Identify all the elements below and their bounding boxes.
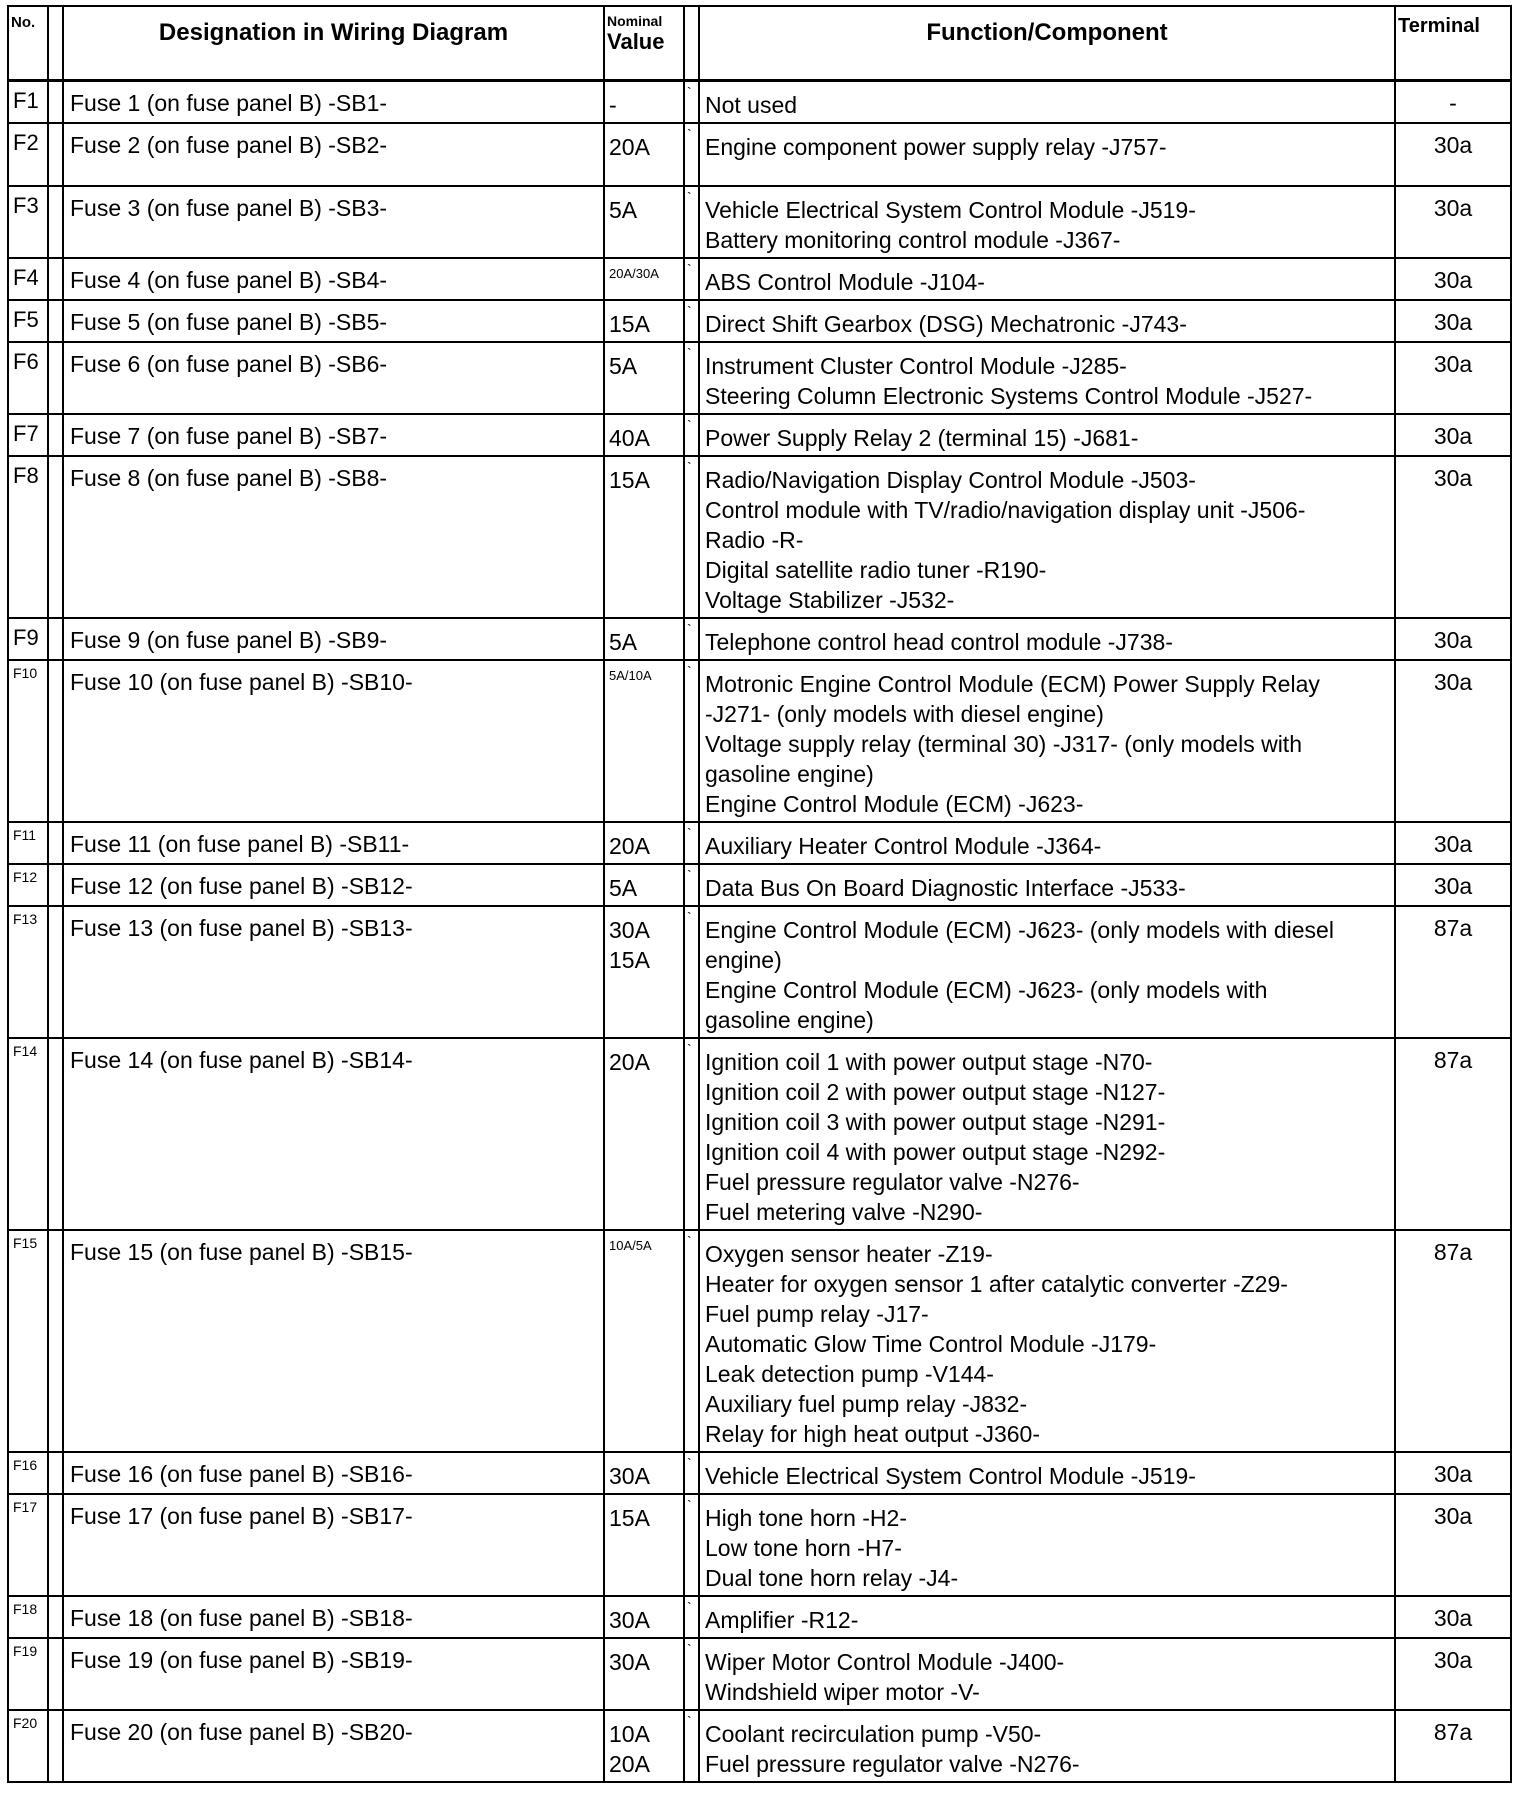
header-function: Function/Component xyxy=(699,6,1395,80)
header-tick-spacer xyxy=(684,6,699,80)
function-line: Oxygen sensor heater -Z19- xyxy=(705,1240,993,1267)
header-nominal xyxy=(604,6,684,80)
fuse-designation: Fuse 4 (on fuse panel B) -SB4- xyxy=(63,258,604,300)
spacer-cell xyxy=(48,186,63,258)
function-line: Instrument Cluster Control Module -J285- xyxy=(705,352,1127,379)
tick-mark: ` xyxy=(684,1596,699,1638)
nominal-value xyxy=(604,660,684,822)
terminal-value: 30a xyxy=(1395,1494,1511,1596)
function-line: Radio/Navigation Display Control Module -J503- xyxy=(705,466,1196,493)
nominal-value-line: 5A/10A xyxy=(609,667,652,683)
spacer-cell xyxy=(48,822,63,864)
tick-mark: ` xyxy=(684,186,699,258)
function-component xyxy=(699,300,1395,342)
function-line: gasoline engine) xyxy=(705,1006,874,1033)
nominal-value xyxy=(604,258,684,300)
table-row xyxy=(8,1230,1511,1452)
spacer-cell xyxy=(48,80,63,123)
terminal-value: 87a xyxy=(1395,1038,1511,1230)
function-component xyxy=(699,1710,1395,1782)
table-row xyxy=(8,660,1511,822)
function-line: Not used xyxy=(705,91,798,118)
tick-mark: ` xyxy=(684,123,699,186)
nominal-value xyxy=(604,123,684,186)
table-row xyxy=(8,80,1511,123)
header-row xyxy=(8,6,1511,80)
nominal-value xyxy=(604,414,684,456)
function-line: Windshield wiper motor -V- xyxy=(705,1678,980,1705)
fuse-designation: Fuse 3 (on fuse panel B) -SB3- xyxy=(63,186,604,258)
function-line: Relay for high heat output -J360- xyxy=(705,1420,1040,1447)
tick-mark: ` xyxy=(684,660,699,822)
tick-mark: ` xyxy=(684,80,699,123)
tick-mark: ` xyxy=(684,414,699,456)
nominal-value-line: 20A xyxy=(609,1048,650,1075)
terminal-value: 30a xyxy=(1395,456,1511,618)
fuse-designation: Fuse 9 (on fuse panel B) -SB9- xyxy=(63,618,604,660)
fuse-designation: Fuse 7 (on fuse panel B) -SB7- xyxy=(63,414,604,456)
fuse-number: F14 xyxy=(8,1038,48,1230)
table-row xyxy=(8,1638,1511,1710)
table-body xyxy=(8,80,1511,1782)
terminal-value: - xyxy=(1395,80,1511,123)
fuse-designation: Fuse 6 (on fuse panel B) -SB6- xyxy=(63,342,604,414)
function-line: Auxiliary Heater Control Module -J364- xyxy=(705,832,1102,859)
fuse-number: F20 xyxy=(8,1710,48,1782)
terminal-value: 30a xyxy=(1395,618,1511,660)
function-line: Engine component power supply relay -J757- xyxy=(705,133,1167,160)
nominal-value-line: 5A xyxy=(609,628,638,655)
tick-mark: ` xyxy=(684,1230,699,1452)
function-line: gasoline engine) xyxy=(705,760,874,787)
tick-mark: ` xyxy=(684,1494,699,1596)
fuse-designation: Fuse 15 (on fuse panel B) -SB15- xyxy=(63,1230,604,1452)
fuse-table xyxy=(7,5,1512,1783)
nominal-value-line: 30A xyxy=(609,1648,650,1675)
function-component xyxy=(699,822,1395,864)
spacer-cell xyxy=(48,660,63,822)
nominal-value xyxy=(604,186,684,258)
fuse-designation: Fuse 16 (on fuse panel B) -SB16- xyxy=(63,1452,604,1494)
function-line: -J271- (only models with diesel engine) xyxy=(705,700,1104,727)
tick-mark: ` xyxy=(684,300,699,342)
table-row xyxy=(8,1452,1511,1494)
function-line: Low tone horn -H7- xyxy=(705,1534,902,1561)
table-row xyxy=(8,186,1511,258)
table-row xyxy=(8,822,1511,864)
function-line: Voltage supply relay (terminal 30) -J317- (only models with xyxy=(705,730,1302,757)
function-line: Ignition coil 3 with power output stage -N291- xyxy=(705,1108,1166,1135)
nominal-value xyxy=(604,80,684,123)
function-line: Engine Control Module (ECM) -J623- (only models with xyxy=(705,976,1268,1003)
function-component xyxy=(699,618,1395,660)
spacer-cell xyxy=(48,1638,63,1710)
tick-mark: ` xyxy=(684,1038,699,1230)
spacer-cell xyxy=(48,864,63,906)
spacer-cell xyxy=(48,1038,63,1230)
header-designation: Designation in Wiring Diagram xyxy=(63,6,604,80)
tick-mark: ` xyxy=(684,342,699,414)
function-line: Auxiliary fuel pump relay -J832- xyxy=(705,1390,1028,1417)
terminal-value: 30a xyxy=(1395,414,1511,456)
function-component xyxy=(699,1038,1395,1230)
spacer-cell xyxy=(48,1596,63,1638)
spacer-cell xyxy=(48,1710,63,1782)
spacer-cell xyxy=(48,342,63,414)
function-line: Radio -R- xyxy=(705,526,804,553)
table-row xyxy=(8,123,1511,186)
nominal-value-line: 40A xyxy=(609,424,650,451)
spacer-cell xyxy=(48,300,63,342)
table-row xyxy=(8,258,1511,300)
function-line: engine) xyxy=(705,946,782,973)
fuse-number: F15 xyxy=(8,1230,48,1452)
function-line: Control module with TV/radio/navigation display unit -J506- xyxy=(705,496,1306,523)
function-component xyxy=(699,414,1395,456)
fuse-number: F7 xyxy=(8,414,48,456)
terminal-value: 30a xyxy=(1395,1452,1511,1494)
function-line: Heater for oxygen sensor 1 after catalytic converter -Z29- xyxy=(705,1270,1288,1297)
nominal-value-line: 20A xyxy=(609,832,650,859)
table-row xyxy=(8,456,1511,618)
nominal-value xyxy=(604,300,684,342)
function-component xyxy=(699,906,1395,1038)
fuse-designation: Fuse 10 (on fuse panel B) -SB10- xyxy=(63,660,604,822)
function-component xyxy=(699,864,1395,906)
function-line: Amplifier -R12- xyxy=(705,1606,859,1633)
terminal-value: 30a xyxy=(1395,1638,1511,1710)
fuse-number: F16 xyxy=(8,1452,48,1494)
function-line: Vehicle Electrical System Control Module -J519- xyxy=(705,1462,1196,1489)
function-line: ABS Control Module -J104- xyxy=(705,268,985,295)
nominal-value-line: 15A xyxy=(609,466,650,493)
tick-mark: ` xyxy=(684,906,699,1038)
terminal-value: 30a xyxy=(1395,864,1511,906)
function-line: Dual tone horn relay -J4- xyxy=(705,1564,959,1591)
fuse-designation: Fuse 18 (on fuse panel B) -SB18- xyxy=(63,1596,604,1638)
nominal-value-line: 15A xyxy=(609,946,650,973)
fuse-number: F12 xyxy=(8,864,48,906)
nominal-value xyxy=(604,456,684,618)
nominal-value-line: 15A xyxy=(609,1504,650,1531)
function-line: Power Supply Relay 2 (terminal 15) -J681- xyxy=(705,424,1139,451)
table-row xyxy=(8,864,1511,906)
function-line: Coolant recirculation pump -V50- xyxy=(705,1720,1042,1747)
function-line: Data Bus On Board Diagnostic Interface -J533- xyxy=(705,874,1186,901)
header-spacer xyxy=(48,6,63,80)
function-line: Fuel pressure regulator valve -N276- xyxy=(705,1168,1080,1195)
fuse-designation: Fuse 2 (on fuse panel B) -SB2- xyxy=(63,123,604,186)
table-row xyxy=(8,1596,1511,1638)
table-row xyxy=(8,300,1511,342)
terminal-value: 87a xyxy=(1395,1710,1511,1782)
spacer-cell xyxy=(48,123,63,186)
nominal-value-line: 15A xyxy=(609,310,650,337)
nominal-value xyxy=(604,618,684,660)
nominal-value xyxy=(604,1038,684,1230)
tick-mark: ` xyxy=(684,456,699,618)
table-row xyxy=(8,414,1511,456)
function-component xyxy=(699,1494,1395,1596)
fuse-number: F10 xyxy=(8,660,48,822)
spacer-cell xyxy=(48,414,63,456)
terminal-value: 30a xyxy=(1395,123,1511,186)
nominal-value xyxy=(604,1638,684,1710)
tick-mark: ` xyxy=(684,1452,699,1494)
function-line: Ignition coil 4 with power output stage -N292- xyxy=(705,1138,1166,1165)
fuse-designation: Fuse 1 (on fuse panel B) -SB1- xyxy=(63,80,604,123)
function-line: Fuel pressure regulator valve -N276- xyxy=(705,1750,1080,1777)
fuse-number: F11 xyxy=(8,822,48,864)
nominal-value-line: 30A xyxy=(609,1462,650,1489)
nominal-value-line: 20A xyxy=(609,1750,650,1777)
function-line: Telephone control head control module -J738- xyxy=(705,628,1173,655)
function-line: Voltage Stabilizer -J532- xyxy=(705,586,955,613)
header-nominal-bottom: Value xyxy=(607,29,665,54)
terminal-value: 30a xyxy=(1395,1596,1511,1638)
function-component xyxy=(699,1596,1395,1638)
nominal-value xyxy=(604,1230,684,1452)
nominal-value xyxy=(604,1452,684,1494)
nominal-value-line: - xyxy=(609,91,617,118)
fuse-number: F5 xyxy=(8,300,48,342)
fuse-designation: Fuse 14 (on fuse panel B) -SB14- xyxy=(63,1038,604,1230)
terminal-value: 30a xyxy=(1395,186,1511,258)
function-component xyxy=(699,258,1395,300)
nominal-value xyxy=(604,342,684,414)
spacer-cell xyxy=(48,906,63,1038)
spacer-cell xyxy=(48,1230,63,1452)
function-line: Wiper Motor Control Module -J400- xyxy=(705,1648,1065,1675)
spacer-cell xyxy=(48,1494,63,1596)
fuse-number: F9 xyxy=(8,618,48,660)
function-line: Automatic Glow Time Control Module -J179- xyxy=(705,1330,1157,1357)
nominal-value-line: 30A xyxy=(609,916,650,943)
tick-mark: ` xyxy=(684,822,699,864)
function-line: Fuel pump relay -J17- xyxy=(705,1300,929,1327)
function-component xyxy=(699,1230,1395,1452)
terminal-value: 30a xyxy=(1395,258,1511,300)
function-line: Direct Shift Gearbox (DSG) Mechatronic -J743- xyxy=(705,310,1187,337)
fuse-number: F3 xyxy=(8,186,48,258)
tick-mark: ` xyxy=(684,1710,699,1782)
table-row xyxy=(8,342,1511,414)
fuse-designation: Fuse 8 (on fuse panel B) -SB8- xyxy=(63,456,604,618)
function-line: Engine Control Module (ECM) -J623- xyxy=(705,790,1084,817)
header-nominal-top: Nominal xyxy=(607,13,663,29)
nominal-value-line: 5A xyxy=(609,196,638,223)
function-line: Battery monitoring control module -J367- xyxy=(705,226,1121,253)
header-no: No. xyxy=(8,6,48,80)
fuse-designation: Fuse 11 (on fuse panel B) -SB11- xyxy=(63,822,604,864)
header-terminal: Terminal xyxy=(1395,6,1511,80)
function-line: Fuel metering valve -N290- xyxy=(705,1198,983,1225)
nominal-value xyxy=(604,906,684,1038)
function-line: High tone horn -H2- xyxy=(705,1504,907,1531)
function-line: Ignition coil 2 with power output stage -N127- xyxy=(705,1078,1166,1105)
table-row xyxy=(8,906,1511,1038)
nominal-value xyxy=(604,1596,684,1638)
nominal-value-line: 20A/30A xyxy=(609,265,659,281)
function-component xyxy=(699,80,1395,123)
function-line: Ignition coil 1 with power output stage -N70- xyxy=(705,1048,1153,1075)
table-row xyxy=(8,1710,1511,1782)
spacer-cell xyxy=(48,456,63,618)
terminal-value: 87a xyxy=(1395,1230,1511,1452)
function-component xyxy=(699,1638,1395,1710)
terminal-value: 30a xyxy=(1395,822,1511,864)
spacer-cell xyxy=(48,1452,63,1494)
fuse-number: F19 xyxy=(8,1638,48,1710)
terminal-value: 30a xyxy=(1395,342,1511,414)
fuse-designation: Fuse 19 (on fuse panel B) -SB19- xyxy=(63,1638,604,1710)
fuse-number: F2 xyxy=(8,123,48,186)
table-row xyxy=(8,1494,1511,1596)
fuse-number: F17 xyxy=(8,1494,48,1596)
fuse-designation: Fuse 5 (on fuse panel B) -SB5- xyxy=(63,300,604,342)
nominal-value-line: 5A xyxy=(609,874,638,901)
fuse-designation: Fuse 20 (on fuse panel B) -SB20- xyxy=(63,1710,604,1782)
function-line: Steering Column Electronic Systems Control Module -J527- xyxy=(705,382,1313,409)
fuse-number: F8 xyxy=(8,456,48,618)
function-line: Motronic Engine Control Module (ECM) Power Supply Relay xyxy=(705,670,1320,697)
function-component xyxy=(699,1452,1395,1494)
terminal-value: 30a xyxy=(1395,300,1511,342)
tick-mark: ` xyxy=(684,258,699,300)
function-component xyxy=(699,660,1395,822)
fuse-designation: Fuse 12 (on fuse panel B) -SB12- xyxy=(63,864,604,906)
function-component xyxy=(699,456,1395,618)
terminal-value: 87a xyxy=(1395,906,1511,1038)
function-line: Vehicle Electrical System Control Module -J519- xyxy=(705,196,1196,223)
function-line: Leak detection pump -V144- xyxy=(705,1360,994,1387)
function-line: Digital satellite radio tuner -R190- xyxy=(705,556,1047,583)
tick-mark: ` xyxy=(684,618,699,660)
fuse-designation: Fuse 17 (on fuse panel B) -SB17- xyxy=(63,1494,604,1596)
tick-mark: ` xyxy=(684,1638,699,1710)
nominal-value xyxy=(604,864,684,906)
fuse-designation: Fuse 13 (on fuse panel B) -SB13- xyxy=(63,906,604,1038)
fuse-number: F6 xyxy=(8,342,48,414)
function-line: Engine Control Module (ECM) -J623- (only models with diesel xyxy=(705,916,1334,943)
spacer-cell xyxy=(48,618,63,660)
function-component xyxy=(699,123,1395,186)
spacer-cell xyxy=(48,258,63,300)
nominal-value xyxy=(604,1494,684,1596)
terminal-value: 30a xyxy=(1395,660,1511,822)
table-row xyxy=(8,1038,1511,1230)
fuse-number: F13 xyxy=(8,906,48,1038)
nominal-value-line: 30A xyxy=(609,1606,650,1633)
table-row xyxy=(8,618,1511,660)
fuse-number: F1 xyxy=(8,80,48,123)
nominal-value xyxy=(604,822,684,864)
function-component xyxy=(699,342,1395,414)
nominal-value-line: 20A xyxy=(609,133,650,160)
fuse-number: F18 xyxy=(8,1596,48,1638)
function-component xyxy=(699,186,1395,258)
nominal-value xyxy=(604,1710,684,1782)
nominal-value-line: 10A/5A xyxy=(609,1237,652,1253)
tick-mark: ` xyxy=(684,864,699,906)
nominal-value-line: 10A xyxy=(609,1720,650,1747)
fuse-number: F4 xyxy=(8,258,48,300)
nominal-value-line: 5A xyxy=(609,352,638,379)
